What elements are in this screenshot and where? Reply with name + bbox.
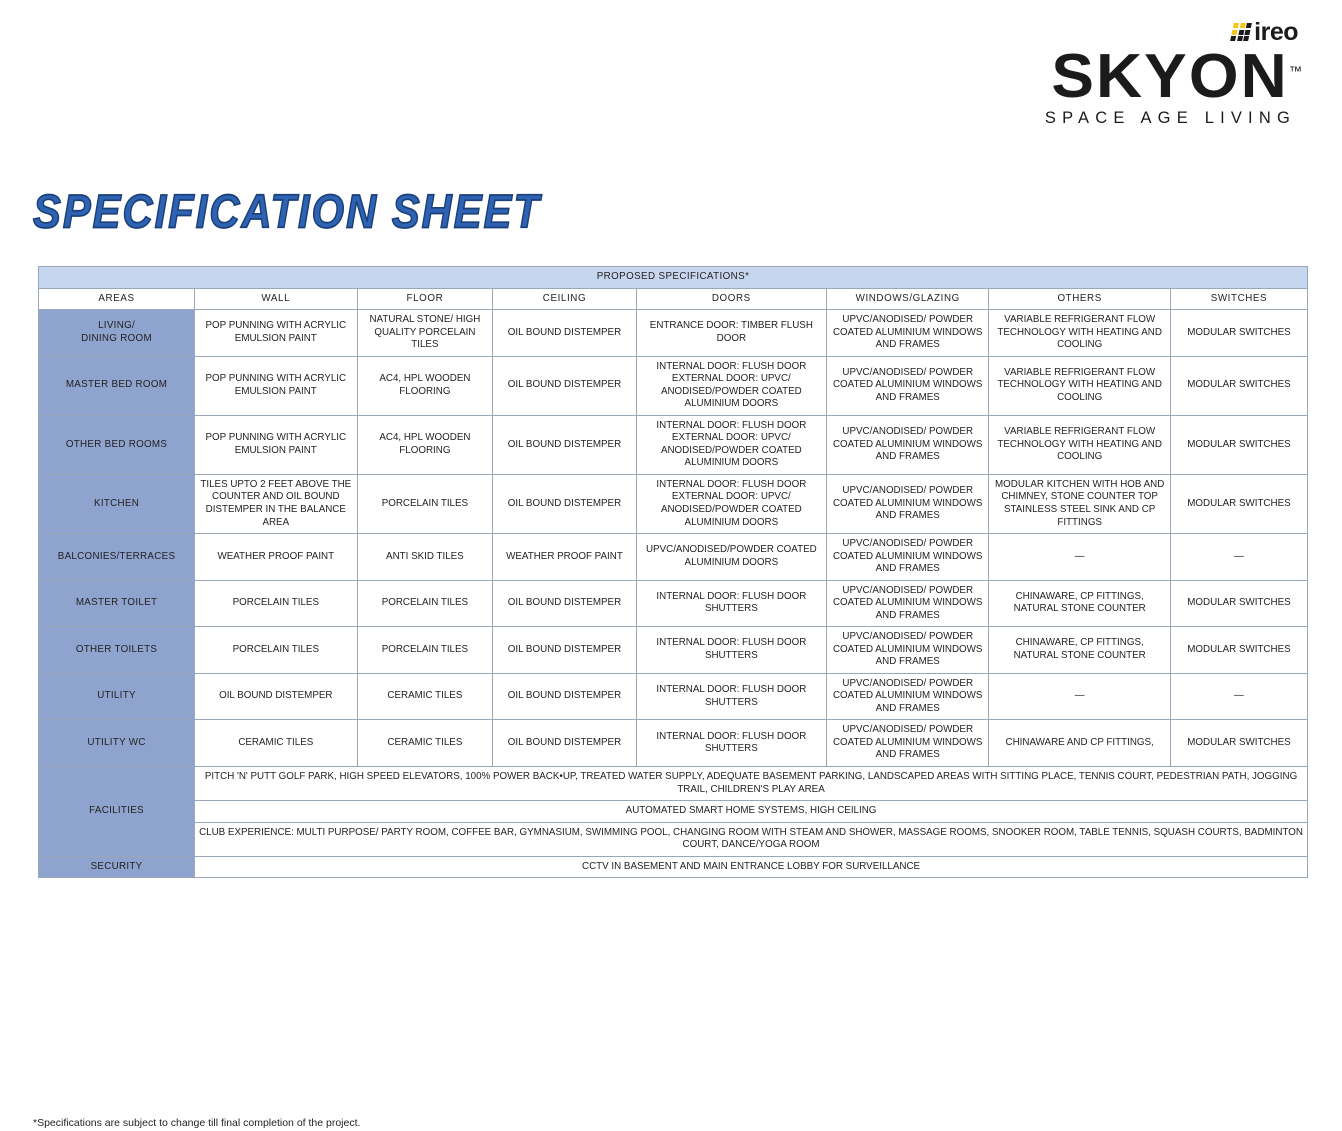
cell-switches: MODULAR SWITCHES [1170,310,1307,357]
cell-switches: MODULAR SWITCHES [1170,627,1307,674]
cell-windows: UPVC/ANODISED/ POWDER COATED ALUMINIUM WINDOWS AND FRAMES [827,580,989,627]
security-text: CCTV IN BASEMENT AND MAIN ENTRANCE LOBBY FOR SURVEILLANCE [195,856,1308,878]
table-banner-cell: PROPOSED SPECIFICATIONS* [39,267,1308,289]
facilities-label: FACILITIES [39,767,195,857]
cell-floor: PORCELAIN TILES [357,580,493,627]
cell-others: VARIABLE REFRIGERANT FLOW TECHNOLOGY WITH HEATING AND COOLING [989,310,1170,357]
row-area-label: LIVING/ DINING ROOM [39,310,195,357]
cell-floor: CERAMIC TILES [357,673,493,720]
specifications-table-wrapper [38,266,1308,878]
cell-ceiling: OIL BOUND DISTEMPER [493,627,636,674]
cell-wall: CERAMIC TILES [195,720,357,767]
cell-doors: INTERNAL DOOR: FLUSH DOOR SHUTTERS [636,673,826,720]
table-row [39,580,1308,627]
cell-switches: — [1170,534,1307,581]
table-row [39,310,1308,357]
column-header-windows: WINDOWS/GLAZING [827,288,989,310]
facilities-row-2 [39,801,1308,823]
cell-switches: MODULAR SWITCHES [1170,580,1307,627]
cell-others: CHINAWARE, CP FITTINGS, NATURAL STONE COUNTER [989,580,1170,627]
table-row [39,627,1308,674]
cell-doors: INTERNAL DOOR: FLUSH DOOR SHUTTERS [636,720,826,767]
column-header-switches: SWITCHES [1170,288,1307,310]
cell-windows: UPVC/ANODISED/ POWDER COATED ALUMINIUM WINDOWS AND FRAMES [827,415,989,474]
table-row [39,720,1308,767]
cell-switches: — [1170,673,1307,720]
ireo-grid-icon [1230,23,1252,41]
cell-windows: UPVC/ANODISED/ POWDER COATED ALUMINIUM WINDOWS AND FRAMES [827,534,989,581]
table-header-row [39,288,1308,310]
cell-ceiling: WEATHER PROOF PAINT [493,534,636,581]
cell-ceiling: OIL BOUND DISTEMPER [493,580,636,627]
row-area-label: UTILITY [39,673,195,720]
cell-others: CHINAWARE AND CP FITTINGS, [989,720,1170,767]
cell-ceiling: OIL BOUND DISTEMPER [493,720,636,767]
cell-wall: WEATHER PROOF PAINT [195,534,357,581]
cell-ceiling: OIL BOUND DISTEMPER [493,474,636,533]
cell-windows: UPVC/ANODISED/ POWDER COATED ALUMINIUM WINDOWS AND FRAMES [827,356,989,415]
logo-tagline: SPACE AGE LIVING [1044,108,1296,127]
cell-windows: UPVC/ANODISED/ POWDER COATED ALUMINIUM WINDOWS AND FRAMES [827,673,989,720]
table-row [39,474,1308,533]
cell-floor: ANTI SKID TILES [357,534,493,581]
trademark-symbol: ™ [1288,63,1302,79]
cell-others: VARIABLE REFRIGERANT FLOW TECHNOLOGY WITH HEATING AND COOLING [989,415,1170,474]
row-area-label: OTHER BED ROOMS [39,415,195,474]
row-area-label: KITCHEN [39,474,195,533]
cell-others: — [989,673,1170,720]
facilities-item: CLUB EXPERIENCE: MULTI PURPOSE/ PARTY ROOM, COFFEE BAR, GYMNASIUM, SWIMMING POOL, CHANGING ROOM WITH STEAM AND SHOWER, MASSAGE ROOMS, SNOOKER ROOM, TABLE TENNIS, SQUASH COURTS, BADMINTON COURT, DANCE/YOGA ROOM [195,822,1308,856]
column-header-others: OTHERS [989,288,1170,310]
cell-floor: AC4, HPL WOODEN FLOORING [357,356,493,415]
cell-floor: PORCELAIN TILES [357,474,493,533]
column-header-floor: FLOOR [357,288,493,310]
logo-product-text [1050,42,1302,111]
cell-wall: POP PUNNING WITH ACRYLIC EMULSION PAINT [195,310,357,357]
column-header-wall: WALL [195,288,357,310]
cell-windows: UPVC/ANODISED/ POWDER COATED ALUMINIUM WINDOWS AND FRAMES [827,720,989,767]
facilities-row-3 [39,822,1308,856]
cell-wall: POP PUNNING WITH ACRYLIC EMULSION PAINT [195,356,357,415]
cell-switches: MODULAR SWITCHES [1170,415,1307,474]
cell-others: CHINAWARE, CP FITTINGS, NATURAL STONE COUNTER [989,627,1170,674]
cell-others: MODULAR KITCHEN WITH HOB AND CHIMNEY, STONE COUNTER TOP STAINLESS STEEL SINK AND CP FITTINGS [989,474,1170,533]
cell-doors: INTERNAL DOOR: FLUSH DOOR EXTERNAL DOOR: UPVC/ ANODISED/POWDER COATED ALUMINIUM DOORS [636,415,826,474]
cell-wall: OIL BOUND DISTEMPER [195,673,357,720]
cell-switches: MODULAR SWITCHES [1170,474,1307,533]
logo-product-word: SKYON [1050,42,1289,111]
facilities-row-1 [39,767,1308,801]
cell-wall: POP PUNNING WITH ACRYLIC EMULSION PAINT [195,415,357,474]
cell-windows: UPVC/ANODISED/ POWDER COATED ALUMINIUM WINDOWS AND FRAMES [827,310,989,357]
security-label: SECURITY [39,856,195,878]
page-title: SPECIFICATION SHEET [33,186,541,238]
table-row [39,534,1308,581]
cell-floor: AC4, HPL WOODEN FLOORING [357,415,493,474]
specifications-table [38,266,1308,878]
row-area-label: MASTER TOILET [39,580,195,627]
facilities-item: AUTOMATED SMART HOME SYSTEMS, HIGH CEILING [195,801,1308,823]
cell-windows: UPVC/ANODISED/ POWDER COATED ALUMINIUM WINDOWS AND FRAMES [827,474,989,533]
cell-windows: UPVC/ANODISED/ POWDER COATED ALUMINIUM WINDOWS AND FRAMES [827,627,989,674]
brand-logo [978,17,1302,128]
cell-wall: PORCELAIN TILES [195,580,357,627]
cell-wall: PORCELAIN TILES [195,627,357,674]
facilities-item: PITCH 'N' PUTT GOLF PARK, HIGH SPEED ELEVATORS, 100% POWER BACK•UP, TREATED WATER SUPPLY, ADEQUATE BASEMENT PARKING, LANDSCAPED AREAS WITH SITTING PLACE, TENNIS COURT, PEDESTRIAN PATH, JOGGING TRAIL, CHILDREN'S PLAY AREA [195,767,1308,801]
cell-switches: MODULAR SWITCHES [1170,720,1307,767]
cell-doors: INTERNAL DOOR: FLUSH DOOR EXTERNAL DOOR: UPVC/ ANODISED/POWDER COATED ALUMINIUM DOORS [636,474,826,533]
row-area-label: BALCONIES/TERRACES [39,534,195,581]
cell-floor: CERAMIC TILES [357,720,493,767]
column-header-ceiling: CEILING [493,288,636,310]
table-row [39,415,1308,474]
column-header-doors: DOORS [636,288,826,310]
cell-ceiling: OIL BOUND DISTEMPER [493,673,636,720]
column-header-areas: AREAS [39,288,195,310]
cell-doors: INTERNAL DOOR: FLUSH DOOR SHUTTERS [636,627,826,674]
cell-ceiling: OIL BOUND DISTEMPER [493,310,636,357]
cell-floor: NATURAL STONE/ HIGH QUALITY PORCELAIN TILES [357,310,493,357]
cell-switches: MODULAR SWITCHES [1170,356,1307,415]
cell-ceiling: OIL BOUND DISTEMPER [493,415,636,474]
cell-others: — [989,534,1170,581]
table-row [39,673,1308,720]
cell-doors: UPVC/ANODISED/POWDER COATED ALUMINIUM DOORS [636,534,826,581]
cell-doors: INTERNAL DOOR: FLUSH DOOR SHUTTERS [636,580,826,627]
table-row [39,356,1308,415]
footnote: *Specifications are subject to change till final completion of the project. [33,1117,361,1129]
cell-ceiling: OIL BOUND DISTEMPER [493,356,636,415]
cell-wall: TILES UPTO 2 FEET ABOVE THE COUNTER AND OIL BOUND DISTEMPER IN THE BALANCE AREA [195,474,357,533]
cell-others: VARIABLE REFRIGERANT FLOW TECHNOLOGY WITH HEATING AND COOLING [989,356,1170,415]
security-row [39,856,1308,878]
cell-floor: PORCELAIN TILES [357,627,493,674]
row-area-label: UTILITY WC [39,720,195,767]
cell-doors: INTERNAL DOOR: FLUSH DOOR EXTERNAL DOOR: UPVC/ ANODISED/POWDER COATED ALUMINIUM DOORS [636,356,826,415]
cell-doors: ENTRANCE DOOR: TIMBER FLUSH DOOR [636,310,826,357]
table-banner-row [39,267,1308,289]
row-area-label: OTHER TOILETS [39,627,195,674]
logo-brand-text: ireo [1254,17,1298,46]
row-area-label: MASTER BED ROOM [39,356,195,415]
